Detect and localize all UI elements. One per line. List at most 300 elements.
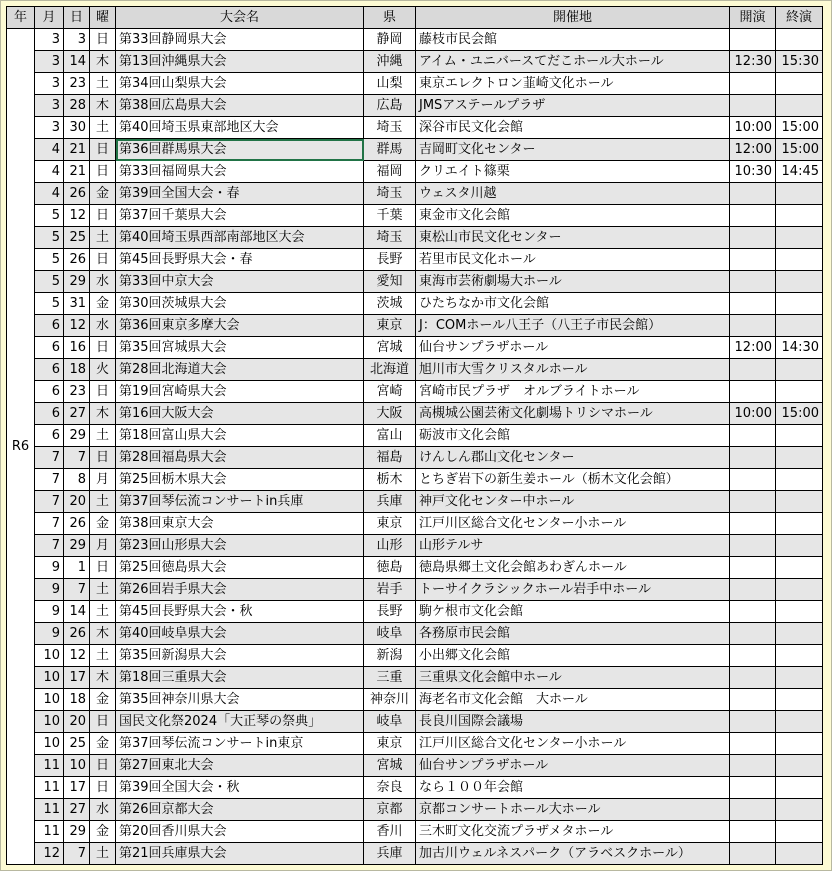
venue-cell[interactable]: 小出郷文化会館 — [416, 645, 730, 667]
month-cell[interactable]: 3 — [35, 29, 64, 51]
event-cell[interactable]: 第33回福岡県大会 — [116, 161, 364, 183]
weekday-cell[interactable]: 水 — [90, 271, 116, 293]
day-cell[interactable]: 12 — [64, 205, 90, 227]
open-time-cell[interactable] — [730, 271, 776, 293]
pref-cell[interactable]: 三重 — [364, 667, 416, 689]
event-cell[interactable]: 第13回沖縄県大会 — [116, 51, 364, 73]
event-cell[interactable]: 第40回埼玉県西部南部地区大会 — [116, 227, 364, 249]
close-time-cell[interactable] — [776, 821, 823, 843]
weekday-cell[interactable]: 水 — [90, 315, 116, 337]
venue-cell[interactable]: 宮崎市民プラザ オルブライトホール — [416, 381, 730, 403]
event-cell[interactable]: 第45回長野県大会・春 — [116, 249, 364, 271]
venue-cell[interactable]: 徳島県郷土文化会館あわぎんホール — [416, 557, 730, 579]
venue-cell[interactable]: 吉岡町文化センター — [416, 139, 730, 161]
event-cell[interactable]: 第45回長野県大会・秋 — [116, 601, 364, 623]
close-time-cell[interactable]: 15:30 — [776, 51, 823, 73]
weekday-cell[interactable]: 金 — [90, 733, 116, 755]
weekday-cell[interactable]: 日 — [90, 755, 116, 777]
venue-cell[interactable]: ひたちなか市文化会館 — [416, 293, 730, 315]
month-cell[interactable]: 10 — [35, 645, 64, 667]
open-time-cell[interactable] — [730, 95, 776, 117]
pref-cell[interactable]: 埼玉 — [364, 117, 416, 139]
venue-cell[interactable]: 各務原市民会館 — [416, 623, 730, 645]
pref-cell[interactable]: 宮城 — [364, 337, 416, 359]
open-time-cell[interactable] — [730, 205, 776, 227]
day-cell[interactable]: 18 — [64, 359, 90, 381]
event-cell[interactable]: 第40回埼玉県東部地区大会 — [116, 117, 364, 139]
pref-cell[interactable]: 香川 — [364, 821, 416, 843]
open-time-cell[interactable] — [730, 689, 776, 711]
month-cell[interactable]: 6 — [35, 315, 64, 337]
event-cell[interactable]: 第37回千葉県大会 — [116, 205, 364, 227]
open-time-cell[interactable] — [730, 73, 776, 95]
day-cell[interactable]: 1 — [64, 557, 90, 579]
close-time-cell[interactable] — [776, 425, 823, 447]
open-time-cell[interactable] — [730, 29, 776, 51]
pref-cell[interactable]: 埼玉 — [364, 227, 416, 249]
pref-cell[interactable]: 宮崎 — [364, 381, 416, 403]
open-time-cell[interactable] — [730, 579, 776, 601]
weekday-cell[interactable]: 日 — [90, 139, 116, 161]
venue-cell[interactable]: なら１００年会館 — [416, 777, 730, 799]
open-time-cell[interactable] — [730, 491, 776, 513]
close-time-cell[interactable]: 14:45 — [776, 161, 823, 183]
weekday-cell[interactable]: 日 — [90, 447, 116, 469]
pref-cell[interactable]: 福岡 — [364, 161, 416, 183]
month-cell[interactable]: 6 — [35, 337, 64, 359]
day-cell[interactable]: 14 — [64, 51, 90, 73]
venue-cell[interactable]: J：COMホール八王子（八王子市民会館） — [416, 315, 730, 337]
venue-cell[interactable]: アイム・ユニバースてだこホール大ホール — [416, 51, 730, 73]
venue-cell[interactable]: JMSアステールプラザ — [416, 95, 730, 117]
open-time-cell[interactable] — [730, 513, 776, 535]
venue-cell[interactable]: クリエイト篠栗 — [416, 161, 730, 183]
weekday-cell[interactable]: 月 — [90, 469, 116, 491]
venue-cell[interactable]: 東金市文化会館 — [416, 205, 730, 227]
close-time-cell[interactable] — [776, 29, 823, 51]
close-time-cell[interactable] — [776, 645, 823, 667]
header-venue[interactable]: 開催地 — [416, 7, 730, 29]
event-cell[interactable]: 第35回新潟県大会 — [116, 645, 364, 667]
venue-cell[interactable]: 東松山市民文化センター — [416, 227, 730, 249]
day-cell[interactable]: 3 — [64, 29, 90, 51]
day-cell[interactable]: 29 — [64, 271, 90, 293]
close-time-cell[interactable] — [776, 381, 823, 403]
day-cell[interactable]: 14 — [64, 601, 90, 623]
venue-cell[interactable]: 江戸川区総合文化センター小ホール — [416, 733, 730, 755]
venue-cell[interactable]: 神戸文化センター中ホール — [416, 491, 730, 513]
open-time-cell[interactable] — [730, 425, 776, 447]
pref-cell[interactable]: 京都 — [364, 799, 416, 821]
month-cell[interactable]: 7 — [35, 535, 64, 557]
day-cell[interactable]: 28 — [64, 95, 90, 117]
weekday-cell[interactable]: 金 — [90, 821, 116, 843]
pref-cell[interactable]: 神奈川 — [364, 689, 416, 711]
open-time-cell[interactable] — [730, 711, 776, 733]
day-cell[interactable]: 21 — [64, 161, 90, 183]
weekday-cell[interactable]: 日 — [90, 777, 116, 799]
venue-cell[interactable]: 山形テルサ — [416, 535, 730, 557]
close-time-cell[interactable] — [776, 271, 823, 293]
pref-cell[interactable]: 沖縄 — [364, 51, 416, 73]
open-time-cell[interactable] — [730, 381, 776, 403]
open-time-cell[interactable]: 12:30 — [730, 51, 776, 73]
header-event[interactable]: 大会名 — [116, 7, 364, 29]
year-cell[interactable]: R6 — [7, 29, 35, 865]
day-cell[interactable]: 7 — [64, 447, 90, 469]
month-cell[interactable]: 10 — [35, 711, 64, 733]
close-time-cell[interactable] — [776, 249, 823, 271]
day-cell[interactable]: 12 — [64, 315, 90, 337]
pref-cell[interactable]: 栃木 — [364, 469, 416, 491]
month-cell[interactable]: 3 — [35, 51, 64, 73]
header-month[interactable]: 月 — [35, 7, 64, 29]
venue-cell[interactable]: 高槻城公園芸術文化劇場トリシマホール — [416, 403, 730, 425]
pref-cell[interactable]: 東京 — [364, 733, 416, 755]
open-time-cell[interactable] — [730, 799, 776, 821]
pref-cell[interactable]: 新潟 — [364, 645, 416, 667]
open-time-cell[interactable] — [730, 733, 776, 755]
event-cell[interactable]: 第36回東京多摩大会 — [116, 315, 364, 337]
event-cell[interactable]: 第27回東北大会 — [116, 755, 364, 777]
event-cell[interactable]: 第37回琴伝流コンサートin東京 — [116, 733, 364, 755]
open-time-cell[interactable] — [730, 667, 776, 689]
venue-cell[interactable]: 旭川市大雪クリスタルホール — [416, 359, 730, 381]
month-cell[interactable]: 10 — [35, 689, 64, 711]
event-cell[interactable]: 第20回香川県大会 — [116, 821, 364, 843]
close-time-cell[interactable] — [776, 689, 823, 711]
day-cell[interactable]: 12 — [64, 645, 90, 667]
weekday-cell[interactable]: 土 — [90, 579, 116, 601]
month-cell[interactable]: 9 — [35, 579, 64, 601]
close-time-cell[interactable] — [776, 711, 823, 733]
event-cell[interactable]: 第38回東京大会 — [116, 513, 364, 535]
close-time-cell[interactable]: 15:00 — [776, 403, 823, 425]
day-cell[interactable]: 23 — [64, 73, 90, 95]
close-time-cell[interactable] — [776, 469, 823, 491]
day-cell[interactable]: 7 — [64, 843, 90, 865]
pref-cell[interactable]: 茨城 — [364, 293, 416, 315]
close-time-cell[interactable] — [776, 579, 823, 601]
event-cell[interactable]: 第18回富山県大会 — [116, 425, 364, 447]
pref-cell[interactable]: 岐阜 — [364, 711, 416, 733]
month-cell[interactable]: 9 — [35, 601, 64, 623]
close-time-cell[interactable] — [776, 843, 823, 865]
venue-cell[interactable]: トーサイクラシックホール岩手中ホール — [416, 579, 730, 601]
close-time-cell[interactable]: 15:00 — [776, 139, 823, 161]
venue-cell[interactable]: 東海市芸術劇場大ホール — [416, 271, 730, 293]
weekday-cell[interactable]: 火 — [90, 359, 116, 381]
header-close[interactable]: 終演 — [776, 7, 823, 29]
day-cell[interactable]: 26 — [64, 513, 90, 535]
weekday-cell[interactable]: 月 — [90, 535, 116, 557]
weekday-cell[interactable]: 土 — [90, 117, 116, 139]
event-cell[interactable]: 第30回茨城県大会 — [116, 293, 364, 315]
day-cell[interactable]: 21 — [64, 139, 90, 161]
day-cell[interactable]: 25 — [64, 227, 90, 249]
pref-cell[interactable]: 岩手 — [364, 579, 416, 601]
venue-cell[interactable]: 三重県文化会館中ホール — [416, 667, 730, 689]
pref-cell[interactable]: 長野 — [364, 249, 416, 271]
open-time-cell[interactable]: 10:00 — [730, 117, 776, 139]
event-cell[interactable]: 第33回中京大会 — [116, 271, 364, 293]
weekday-cell[interactable]: 土 — [90, 227, 116, 249]
venue-cell[interactable]: 三木町文化交流プラザメタホール — [416, 821, 730, 843]
day-cell[interactable]: 17 — [64, 777, 90, 799]
close-time-cell[interactable] — [776, 601, 823, 623]
close-time-cell[interactable] — [776, 667, 823, 689]
venue-cell[interactable]: 加古川ウェルネスパーク（アラベスクホール） — [416, 843, 730, 865]
day-cell[interactable]: 10 — [64, 755, 90, 777]
open-time-cell[interactable] — [730, 447, 776, 469]
header-pref[interactable]: 県 — [364, 7, 416, 29]
close-time-cell[interactable] — [776, 535, 823, 557]
close-time-cell[interactable] — [776, 623, 823, 645]
month-cell[interactable]: 4 — [35, 139, 64, 161]
venue-cell[interactable]: 京都コンサートホール大ホール — [416, 799, 730, 821]
venue-cell[interactable]: 仙台サンプラザホール — [416, 337, 730, 359]
pref-cell[interactable]: 福島 — [364, 447, 416, 469]
event-cell[interactable]: 第21回兵庫県大会 — [116, 843, 364, 865]
event-cell[interactable]: 第25回徳島県大会 — [116, 557, 364, 579]
event-cell[interactable]: 第33回静岡県大会 — [116, 29, 364, 51]
pref-cell[interactable]: 東京 — [364, 315, 416, 337]
open-time-cell[interactable] — [730, 293, 776, 315]
weekday-cell[interactable]: 土 — [90, 425, 116, 447]
month-cell[interactable]: 3 — [35, 117, 64, 139]
event-cell[interactable]: 第39回全国大会・秋 — [116, 777, 364, 799]
day-cell[interactable]: 7 — [64, 579, 90, 601]
pref-cell[interactable]: 群馬 — [364, 139, 416, 161]
open-time-cell[interactable] — [730, 821, 776, 843]
day-cell[interactable]: 17 — [64, 667, 90, 689]
pref-cell[interactable]: 埼玉 — [364, 183, 416, 205]
open-time-cell[interactable] — [730, 623, 776, 645]
event-cell[interactable]: 第34回山梨県大会 — [116, 73, 364, 95]
pref-cell[interactable]: 長野 — [364, 601, 416, 623]
pref-cell[interactable]: 山形 — [364, 535, 416, 557]
event-cell[interactable]: 第40回岐阜県大会 — [116, 623, 364, 645]
month-cell[interactable]: 4 — [35, 161, 64, 183]
close-time-cell[interactable] — [776, 227, 823, 249]
close-time-cell[interactable] — [776, 315, 823, 337]
event-cell[interactable]: 第23回山形県大会 — [116, 535, 364, 557]
header-weekday[interactable]: 曜 — [90, 7, 116, 29]
event-cell[interactable]: 第39回全国大会・春 — [116, 183, 364, 205]
month-cell[interactable]: 11 — [35, 799, 64, 821]
event-cell[interactable]: 第38回広島県大会 — [116, 95, 364, 117]
pref-cell[interactable]: 愛知 — [364, 271, 416, 293]
weekday-cell[interactable]: 日 — [90, 161, 116, 183]
month-cell[interactable]: 5 — [35, 293, 64, 315]
month-cell[interactable]: 7 — [35, 513, 64, 535]
day-cell[interactable]: 20 — [64, 491, 90, 513]
month-cell[interactable]: 11 — [35, 777, 64, 799]
close-time-cell[interactable] — [776, 359, 823, 381]
weekday-cell[interactable]: 木 — [90, 51, 116, 73]
weekday-cell[interactable]: 日 — [90, 381, 116, 403]
event-cell[interactable]: 第26回岩手県大会 — [116, 579, 364, 601]
month-cell[interactable]: 5 — [35, 205, 64, 227]
weekday-cell[interactable]: 木 — [90, 95, 116, 117]
month-cell[interactable]: 10 — [35, 667, 64, 689]
month-cell[interactable]: 11 — [35, 755, 64, 777]
weekday-cell[interactable]: 土 — [90, 843, 116, 865]
pref-cell[interactable]: 岐阜 — [364, 623, 416, 645]
month-cell[interactable]: 6 — [35, 381, 64, 403]
month-cell[interactable]: 6 — [35, 359, 64, 381]
close-time-cell[interactable] — [776, 755, 823, 777]
day-cell[interactable]: 30 — [64, 117, 90, 139]
pref-cell[interactable]: 東京 — [364, 513, 416, 535]
venue-cell[interactable]: 海老名市文化会館 大ホール — [416, 689, 730, 711]
day-cell[interactable]: 26 — [64, 183, 90, 205]
open-time-cell[interactable] — [730, 227, 776, 249]
weekday-cell[interactable]: 日 — [90, 249, 116, 271]
pref-cell[interactable]: 兵庫 — [364, 491, 416, 513]
pref-cell[interactable]: 広島 — [364, 95, 416, 117]
weekday-cell[interactable]: 金 — [90, 513, 116, 535]
month-cell[interactable]: 7 — [35, 447, 64, 469]
close-time-cell[interactable] — [776, 95, 823, 117]
weekday-cell[interactable]: 金 — [90, 689, 116, 711]
day-cell[interactable]: 8 — [64, 469, 90, 491]
pref-cell[interactable]: 徳島 — [364, 557, 416, 579]
venue-cell[interactable]: 仙台サンプラザホール — [416, 755, 730, 777]
month-cell[interactable]: 6 — [35, 425, 64, 447]
month-cell[interactable]: 10 — [35, 733, 64, 755]
open-time-cell[interactable] — [730, 359, 776, 381]
event-cell[interactable]: 第18回三重県大会 — [116, 667, 364, 689]
day-cell[interactable]: 27 — [64, 403, 90, 425]
pref-cell[interactable]: 山梨 — [364, 73, 416, 95]
header-open[interactable]: 開演 — [730, 7, 776, 29]
event-cell[interactable]: 第35回神奈川県大会 — [116, 689, 364, 711]
venue-cell[interactable]: 江戸川区総合文化センター小ホール — [416, 513, 730, 535]
event-cell[interactable]: 第16回大阪大会 — [116, 403, 364, 425]
close-time-cell[interactable] — [776, 183, 823, 205]
month-cell[interactable]: 9 — [35, 623, 64, 645]
month-cell[interactable]: 7 — [35, 469, 64, 491]
weekday-cell[interactable]: 土 — [90, 601, 116, 623]
month-cell[interactable]: 5 — [35, 271, 64, 293]
pref-cell[interactable]: 富山 — [364, 425, 416, 447]
event-cell[interactable]: 第25回栃木県大会 — [116, 469, 364, 491]
event-cell[interactable]: 第36回群馬県大会 — [116, 139, 364, 161]
open-time-cell[interactable] — [730, 755, 776, 777]
month-cell[interactable]: 12 — [35, 843, 64, 865]
open-time-cell[interactable] — [730, 315, 776, 337]
event-cell[interactable]: 第19回宮崎県大会 — [116, 381, 364, 403]
pref-cell[interactable]: 静岡 — [364, 29, 416, 51]
open-time-cell[interactable]: 10:00 — [730, 403, 776, 425]
close-time-cell[interactable] — [776, 205, 823, 227]
event-cell[interactable]: 第28回北海道大会 — [116, 359, 364, 381]
open-time-cell[interactable] — [730, 843, 776, 865]
venue-cell[interactable]: 長良川国際会議場 — [416, 711, 730, 733]
close-time-cell[interactable]: 15:00 — [776, 117, 823, 139]
close-time-cell[interactable] — [776, 293, 823, 315]
venue-cell[interactable]: 東京エレクトロン韮崎文化ホール — [416, 73, 730, 95]
venue-cell[interactable]: 深谷市民文化会館 — [416, 117, 730, 139]
month-cell[interactable]: 9 — [35, 557, 64, 579]
day-cell[interactable]: 31 — [64, 293, 90, 315]
open-time-cell[interactable] — [730, 645, 776, 667]
month-cell[interactable]: 4 — [35, 183, 64, 205]
open-time-cell[interactable] — [730, 469, 776, 491]
open-time-cell[interactable]: 12:00 — [730, 337, 776, 359]
month-cell[interactable]: 6 — [35, 403, 64, 425]
pref-cell[interactable]: 奈良 — [364, 777, 416, 799]
day-cell[interactable]: 20 — [64, 711, 90, 733]
close-time-cell[interactable] — [776, 513, 823, 535]
month-cell[interactable]: 3 — [35, 73, 64, 95]
month-cell[interactable]: 5 — [35, 227, 64, 249]
open-time-cell[interactable] — [730, 777, 776, 799]
venue-cell[interactable]: 砺波市文化会館 — [416, 425, 730, 447]
venue-cell[interactable]: 若里市民文化ホール — [416, 249, 730, 271]
day-cell[interactable]: 25 — [64, 733, 90, 755]
open-time-cell[interactable]: 10:30 — [730, 161, 776, 183]
day-cell[interactable]: 29 — [64, 425, 90, 447]
close-time-cell[interactable] — [776, 557, 823, 579]
weekday-cell[interactable]: 土 — [90, 645, 116, 667]
open-time-cell[interactable] — [730, 557, 776, 579]
weekday-cell[interactable]: 日 — [90, 557, 116, 579]
event-cell[interactable]: 第28回福島県大会 — [116, 447, 364, 469]
pref-cell[interactable]: 宮城 — [364, 755, 416, 777]
weekday-cell[interactable]: 日 — [90, 711, 116, 733]
event-cell[interactable]: 国民文化祭2024「大正琴の祭典」 — [116, 711, 364, 733]
pref-cell[interactable]: 北海道 — [364, 359, 416, 381]
pref-cell[interactable]: 兵庫 — [364, 843, 416, 865]
event-cell[interactable]: 第35回宮城県大会 — [116, 337, 364, 359]
venue-cell[interactable]: けんしん郡山文化センター — [416, 447, 730, 469]
day-cell[interactable]: 18 — [64, 689, 90, 711]
weekday-cell[interactable]: 木 — [90, 623, 116, 645]
header-day[interactable]: 日 — [64, 7, 90, 29]
weekday-cell[interactable]: 金 — [90, 183, 116, 205]
day-cell[interactable]: 27 — [64, 799, 90, 821]
venue-cell[interactable]: ウェスタ川越 — [416, 183, 730, 205]
venue-cell[interactable]: とちぎ岩下の新生姜ホール（栃木文化会館） — [416, 469, 730, 491]
close-time-cell[interactable] — [776, 777, 823, 799]
weekday-cell[interactable]: 日 — [90, 29, 116, 51]
close-time-cell[interactable]: 14:30 — [776, 337, 823, 359]
open-time-cell[interactable] — [730, 535, 776, 557]
open-time-cell[interactable]: 12:00 — [730, 139, 776, 161]
event-cell[interactable]: 第37回琴伝流コンサートin兵庫 — [116, 491, 364, 513]
open-time-cell[interactable] — [730, 249, 776, 271]
weekday-cell[interactable]: 土 — [90, 73, 116, 95]
venue-cell[interactable]: 駒ケ根市文化会館 — [416, 601, 730, 623]
event-cell[interactable]: 第26回京都大会 — [116, 799, 364, 821]
close-time-cell[interactable] — [776, 491, 823, 513]
weekday-cell[interactable]: 金 — [90, 293, 116, 315]
day-cell[interactable]: 26 — [64, 249, 90, 271]
open-time-cell[interactable] — [730, 183, 776, 205]
weekday-cell[interactable]: 木 — [90, 403, 116, 425]
day-cell[interactable]: 29 — [64, 821, 90, 843]
month-cell[interactable]: 11 — [35, 821, 64, 843]
weekday-cell[interactable]: 水 — [90, 799, 116, 821]
month-cell[interactable]: 7 — [35, 491, 64, 513]
day-cell[interactable]: 29 — [64, 535, 90, 557]
weekday-cell[interactable]: 日 — [90, 205, 116, 227]
close-time-cell[interactable] — [776, 73, 823, 95]
month-cell[interactable]: 3 — [35, 95, 64, 117]
day-cell[interactable]: 23 — [64, 381, 90, 403]
